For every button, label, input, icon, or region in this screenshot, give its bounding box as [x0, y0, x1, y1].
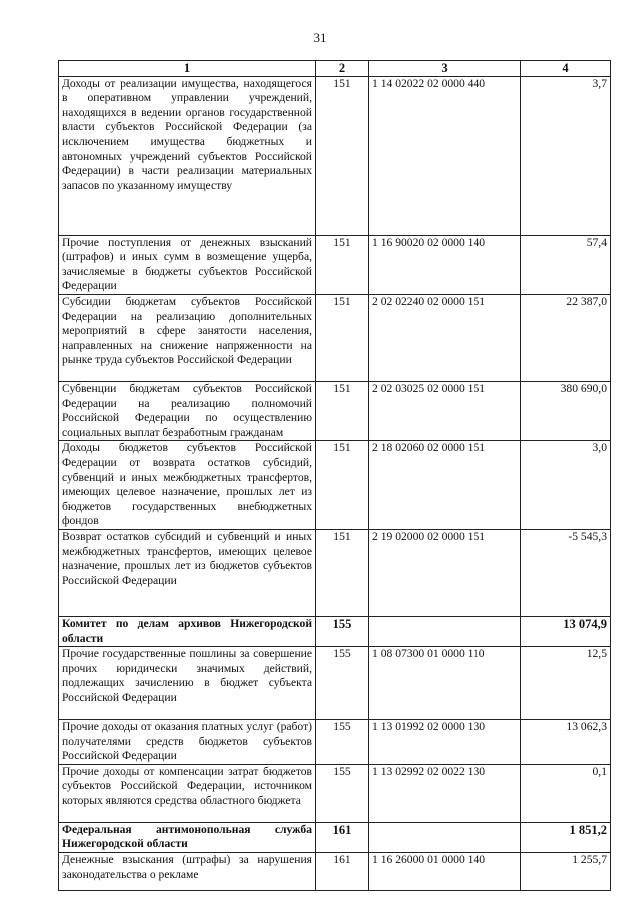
kbk-code-cell: 2 02 02240 02 0000 151 — [369, 294, 521, 381]
kbk-code-cell: 1 08 07300 01 0000 110 — [369, 647, 521, 720]
kbk-code-cell: 2 02 03025 02 0000 151 — [369, 381, 521, 440]
table-row — [59, 381, 611, 440]
kbk-code-cell: 2 18 02060 02 0000 151 — [369, 441, 521, 530]
kbk-code-cell: 1 16 90020 02 0000 140 — [369, 235, 521, 294]
amount-cell: 0,1 — [521, 764, 611, 822]
kbk-code-cell: 1 14 02022 02 0000 440 — [369, 76, 521, 235]
admin-code-cell: 161 — [316, 853, 369, 891]
amount-cell: 22 387,0 — [521, 294, 611, 381]
admin-code-cell: 151 — [316, 529, 369, 616]
admin-code-cell: 155 — [316, 720, 369, 765]
column-header: 4 — [521, 61, 611, 77]
table-row — [59, 647, 611, 720]
kbk-code-cell: 1 16 26000 01 0000 140 — [369, 853, 521, 891]
amount-cell: 13 074,9 — [521, 616, 611, 646]
income-name-cell: Доходы от реализации имущества, находящегося в оперативном управлении учреждений, находящихся в ведении органов государственной власти субъектов Российской Федерации (за исключением имущества бюджетных и автономных учреждений субъектов Российской Федерации) в части реализации материальных запасов по указанному имуществу — [59, 76, 316, 235]
admin-code-cell: 155 — [316, 647, 369, 720]
page-number: 31 — [313, 30, 327, 45]
income-name-cell: Прочие доходы от оказания платных услуг (работ) получателями средств бюджетов субъектов Российской Федерации — [59, 720, 316, 765]
column-header: 1 — [59, 61, 316, 77]
kbk-code-cell: 1 13 02992 02 0022 130 — [369, 764, 521, 822]
admin-code-cell: 161 — [316, 822, 369, 852]
kbk-code-cell: 2 19 02000 02 0000 151 — [369, 529, 521, 616]
amount-cell: 57,4 — [521, 235, 611, 294]
income-name-cell: Комитет по делам архивов Нижегородской области — [59, 616, 316, 646]
amount-cell: 13 062,3 — [521, 720, 611, 765]
kbk-code-cell — [369, 616, 521, 646]
admin-code-cell: 151 — [316, 381, 369, 440]
table-body — [59, 76, 611, 890]
table-row — [59, 720, 611, 765]
admin-code-cell: 151 — [316, 294, 369, 381]
admin-code-cell: 155 — [316, 764, 369, 822]
column-header: 2 — [316, 61, 369, 77]
income-name-cell: Прочие государственные пошлины за совершение прочих юридически значимых действий, подлежащих зачислению в бюджет субъекта Российской Федерации — [59, 647, 316, 720]
amount-cell: 3,7 — [521, 76, 611, 235]
column-header: 3 — [369, 61, 521, 77]
table-group-row — [59, 616, 611, 646]
income-name-cell: Прочие поступления от денежных взысканий (штрафов) и иных сумм в возмещение ущерба, зачисляемые в бюджеты субъектов Российской Федерации — [59, 235, 316, 294]
amount-cell: 12,5 — [521, 647, 611, 720]
table-row — [59, 853, 611, 891]
amount-cell: 380 690,0 — [521, 381, 611, 440]
table-row — [59, 529, 611, 616]
admin-code-cell: 155 — [316, 616, 369, 646]
table-row — [59, 294, 611, 381]
amount-cell: 1 255,7 — [521, 853, 611, 891]
admin-code-cell: 151 — [316, 235, 369, 294]
income-name-cell: Денежные взыскания (штрафы) за нарушения законодательства о рекламе — [59, 853, 316, 891]
income-name-cell: Федеральная антимонопольная служба Нижегородской области — [59, 822, 316, 852]
table-row — [59, 235, 611, 294]
income-name-cell: Субвенции бюджетам субъектов Российской Федерации на реализацию полномочий Российской Федерации по осуществлению социальных выплат безработным гражданам — [59, 381, 316, 440]
admin-code-cell: 151 — [316, 76, 369, 235]
income-name-cell: Прочие доходы от компенсации затрат бюджетов субъектов Российской Федерации, источником которых являются средства областного бюджета — [59, 764, 316, 822]
amount-cell: 3,0 — [521, 441, 611, 530]
income-table — [58, 60, 611, 891]
table-row — [59, 76, 611, 235]
admin-code-cell: 151 — [316, 441, 369, 530]
income-name-cell: Субсидии бюджетам субъектов Российской Федерации на реализацию дополнительных мероприятий в сфере занятости населения, направленных на снижение напряженности на рынке труда субъектов Российской Федерации — [59, 294, 316, 381]
kbk-code-cell — [369, 822, 521, 852]
amount-cell: -5 545,3 — [521, 529, 611, 616]
amount-cell: 1 851,2 — [521, 822, 611, 852]
income-name-cell: Доходы бюджетов субъектов Российской Федерации от возврата остатков субсидий, субвенций и иных межбюджетных трансфертов, имеющих целевое назначение, прошлых лет из бюджетов государственных внебюджетных фондов — [59, 441, 316, 530]
kbk-code-cell: 1 13 01992 02 0000 130 — [369, 720, 521, 765]
table-group-row — [59, 822, 611, 852]
table-row — [59, 764, 611, 822]
table-header-row — [59, 61, 611, 77]
income-name-cell: Возврат остатков субсидий и субвенций и иных межбюджетных трансфертов, имеющих целевое назначение, прошлых лет из бюджетов субъектов Российской Федерации — [59, 529, 316, 616]
table-row — [59, 441, 611, 530]
